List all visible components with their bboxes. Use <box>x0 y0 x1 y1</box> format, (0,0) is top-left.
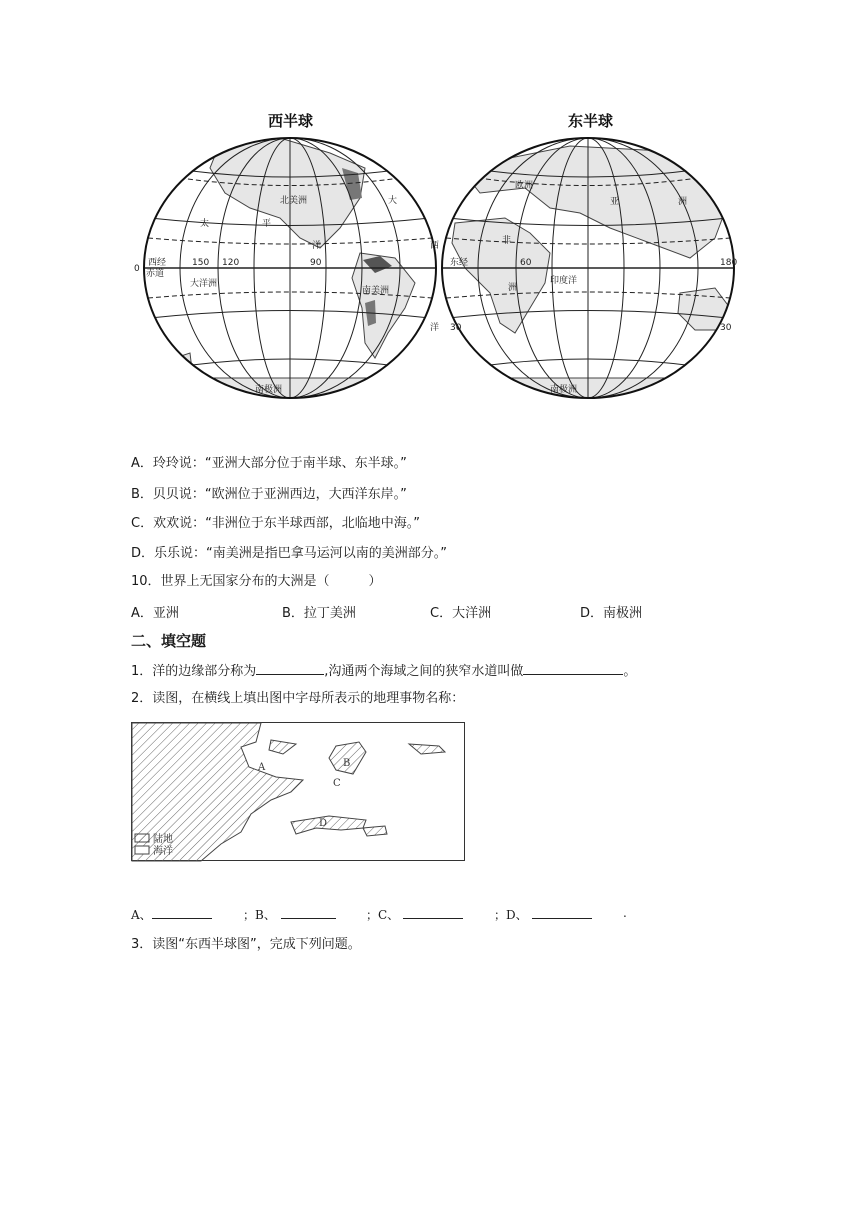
label-ocean-word: 洋 <box>430 323 440 333</box>
west-hemisphere <box>134 112 439 403</box>
label-oceania: 大洋洲 <box>190 279 218 289</box>
hemisphere-map <box>130 108 770 408</box>
label-west-word: 西 <box>430 241 440 251</box>
map-letter-d: D <box>319 818 328 829</box>
q10-stem: 10．世界上无国家分布的大洲是（ ） <box>131 574 382 589</box>
west-title: 西半球 <box>268 112 314 130</box>
fill-q1-part2: ,沟通两个海域之间的狭窄水道叫做 <box>324 664 524 679</box>
label-150: 150 <box>192 258 210 268</box>
label-n30: 30 <box>720 323 732 333</box>
label-asia-1: 亚 <box>610 197 620 207</box>
label-180: 180 <box>720 258 738 268</box>
q10-option-a: A．亚洲 <box>131 606 179 621</box>
antarctica-east-shape <box>465 378 715 403</box>
label-30: 30 <box>450 323 462 333</box>
fill-q1-part1: 1．洋的边缘部分称为 <box>131 664 257 679</box>
fill-q2-stem: 2．读图，在横线上填出图中字母所表示的地理事物名称： <box>131 691 465 706</box>
fill-q1 <box>131 662 636 681</box>
map-letter-b: B <box>343 758 351 769</box>
label-da: 大 <box>388 196 398 206</box>
q9-option-b: B．贝贝说：“欧洲位于亚洲西边，大西洋东岸。” <box>131 487 407 502</box>
legend-sea-label: 海洋 <box>153 846 173 857</box>
q9-option-d: D．乐乐说：“南美洲是指巴拿马运河以南的美洲部分。” <box>131 546 447 561</box>
east-hemisphere <box>442 112 737 403</box>
legend-land-swatch <box>135 834 149 842</box>
label-0-west: 0 <box>134 264 140 274</box>
q9-option-a: A．玲玲说：“亚洲大部分位于南半球、东半球。” <box>131 456 407 471</box>
map-letter-a: A <box>258 762 266 773</box>
label-east-long: 东经 <box>450 258 469 268</box>
answer-d-blank[interactable] <box>532 906 592 919</box>
label-indian-ocean: 印度洋 <box>550 276 578 286</box>
strait-map <box>131 722 465 862</box>
label-60: 60 <box>520 258 532 268</box>
answer-c-prefix: ；C、 <box>366 908 400 922</box>
q10-option-c: C．大洋洲 <box>430 606 492 621</box>
answer-a-prefix: A、 <box>131 908 152 922</box>
legend-sea-swatch <box>135 846 149 854</box>
q10-option-d: D．南极洲 <box>580 606 643 621</box>
fill-q3: 3．读图“东西半球图”，完成下列问题。 <box>131 937 361 952</box>
answer-end-dot: . <box>623 906 627 920</box>
label-africa-1: 非 <box>502 236 512 246</box>
fill-q1-blank2[interactable] <box>523 662 623 675</box>
label-europe: 欧洲 <box>515 181 534 191</box>
answer-c-blank[interactable] <box>403 906 463 919</box>
label-asia-2: 洲 <box>678 197 688 207</box>
answer-b-blank[interactable] <box>281 906 336 919</box>
north-america-shape <box>210 138 365 248</box>
label-west-long: 西经 <box>148 258 167 268</box>
island-d-small <box>363 826 387 836</box>
label-pacific-3: 洋 <box>312 241 322 251</box>
label-north-america: 北美洲 <box>280 196 308 206</box>
q10-option-b: B．拉丁美洲 <box>282 606 356 621</box>
section-title: 二、填空题 <box>131 632 207 650</box>
q9-option-c: C．欢欢说：“非洲位于东半球西部，北临地中海。” <box>131 516 421 531</box>
answer-b-prefix: ；B、 <box>243 908 276 922</box>
label-antarctica-west: 南极洲 <box>255 385 283 395</box>
east-title: 东半球 <box>568 112 614 130</box>
label-90: 90 <box>310 258 322 268</box>
label-antarctica-east: 南极洲 <box>550 385 578 395</box>
label-south-america: 南美洲 <box>362 286 390 296</box>
label-africa-2: 洲 <box>508 283 518 293</box>
label-pacific-2: 平 <box>262 219 272 229</box>
label-pacific-1: 太 <box>200 219 210 229</box>
legend-land-label: 陆地 <box>153 834 173 845</box>
answer-a-blank[interactable] <box>152 906 212 919</box>
map-letter-c: C <box>333 778 341 789</box>
fill-q1-blank1[interactable] <box>256 662 324 675</box>
fill-q1-part3: 。 <box>623 664 637 679</box>
label-120: 120 <box>222 258 240 268</box>
label-equator: 赤道 <box>146 269 165 279</box>
answer-d-prefix: ；D、 <box>494 908 528 922</box>
